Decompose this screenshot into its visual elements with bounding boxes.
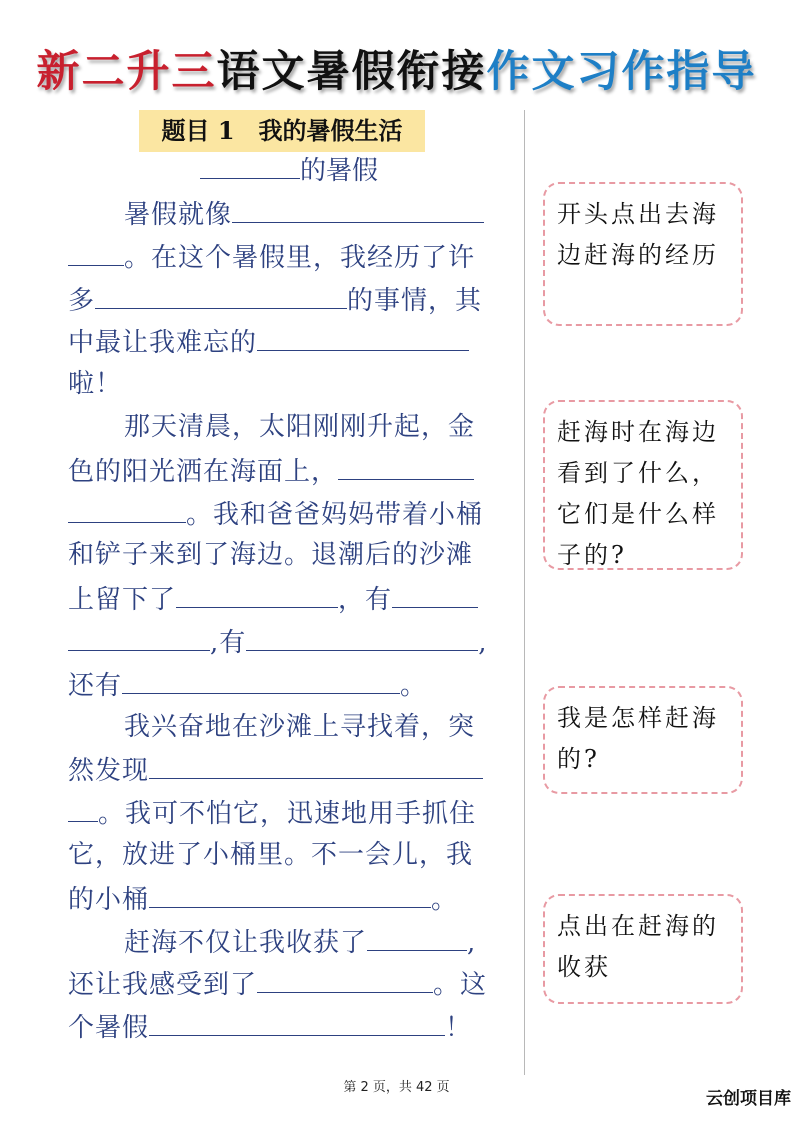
- essay-text: 多: [68, 285, 96, 316]
- essay-line: [68, 235, 508, 278]
- fill-blank[interactable]: [257, 962, 433, 993]
- essay-line: [68, 534, 508, 577]
- essay-line: [68, 363, 508, 406]
- fill-blank[interactable]: [257, 320, 469, 351]
- essay-line: [68, 406, 508, 449]
- essay-line: [68, 449, 508, 492]
- fill-blank[interactable]: [68, 492, 186, 523]
- essay-text: ！: [445, 1013, 473, 1044]
- fill-blank[interactable]: [68, 235, 124, 266]
- title-part-blue: 作文习作指导: [486, 47, 757, 97]
- essay-text: 和铲子来到了海边。退潮后的沙滩: [68, 540, 474, 571]
- page-title: [0, 38, 793, 108]
- topic-label: 题目 1 我的暑假生活: [139, 110, 425, 152]
- essay-text: 。我可不怕它，迅速地用手抓住: [98, 799, 477, 830]
- essay-line: [68, 791, 508, 834]
- fill-blank[interactable]: [246, 620, 478, 651]
- fill-blank[interactable]: [149, 877, 431, 908]
- hint-box-1: 开头点出去海边赶海的经历: [543, 182, 743, 326]
- essay-text: 那天清晨，太阳刚刚升起，金: [124, 411, 476, 442]
- fill-blank[interactable]: [122, 663, 400, 694]
- essay-text: 暑假就像: [124, 200, 233, 230]
- fill-blank[interactable]: [338, 449, 474, 480]
- essay-text: 色的阳光洒在海面上，: [68, 456, 339, 487]
- fill-blank[interactable]: [367, 920, 467, 951]
- essay-body: [68, 192, 508, 1048]
- fill-blank[interactable]: [68, 791, 98, 822]
- essay-text: 中最让我难忘的: [68, 328, 258, 359]
- hint-box-2: 赶海时在海边看到了什么，它们是什么样子的?: [543, 400, 743, 570]
- fill-blank[interactable]: [95, 278, 347, 309]
- essay-text: ,: [478, 627, 488, 658]
- essay-title-suffix: 的暑假: [300, 156, 379, 186]
- essay-line: [68, 577, 508, 620]
- essay-text: 。: [400, 670, 428, 701]
- essay-text: 。我和爸爸妈妈带着小桶: [186, 499, 484, 530]
- essay-line: [68, 620, 508, 663]
- title-part-black: 语文暑假衔接: [216, 47, 487, 97]
- essay-line: [68, 663, 508, 706]
- essay-text: 然发现: [68, 756, 150, 787]
- fill-blank[interactable]: [149, 748, 483, 779]
- essay-text: 还让我感受到了: [68, 970, 258, 1001]
- essay-text: 它，放进了小桶里。不一会儿，我: [68, 839, 474, 870]
- essay-line: [68, 706, 508, 749]
- essay-line: [68, 192, 508, 235]
- essay-text: ,: [467, 927, 477, 958]
- essay-text: 个暑假: [68, 1013, 150, 1044]
- essay-line: [68, 834, 508, 877]
- essay-text: 上留下了: [68, 585, 177, 616]
- essay-text: 还有: [68, 670, 123, 701]
- hint-box-4: 点出在赶海的收获: [543, 894, 743, 1004]
- essay-text: ,有: [210, 627, 247, 658]
- fill-blank[interactable]: [176, 577, 338, 608]
- essay-line: [68, 492, 508, 535]
- essay-line: [68, 920, 508, 963]
- essay-text: 我兴奋地在沙滩上寻找着，突: [124, 711, 476, 742]
- hint-box-3: 我是怎样赶海的?: [543, 686, 743, 794]
- fill-blank[interactable]: [68, 620, 210, 651]
- title-blank[interactable]: [200, 152, 300, 179]
- fill-blank[interactable]: [232, 192, 484, 223]
- page-number: 第 2 页，共 42 页: [343, 1080, 450, 1095]
- essay-text: 赶海不仅让我收获了: [124, 927, 368, 958]
- title-part-red: 新二升三: [36, 47, 217, 97]
- fill-blank[interactable]: [392, 577, 478, 608]
- essay-line: [68, 748, 508, 791]
- brand-watermark: 云创项目库: [706, 1089, 791, 1109]
- essay-line: [68, 877, 508, 920]
- essay-line: [68, 962, 508, 1005]
- essay-line: [68, 1005, 508, 1048]
- essay-text: 的小桶: [68, 884, 150, 915]
- essay-text: 。这: [433, 970, 488, 1001]
- essay-text: ，有: [338, 585, 393, 616]
- essay-line: [68, 278, 508, 321]
- essay-text: 。在这个暑假里，我经历了许: [124, 242, 476, 273]
- fill-blank[interactable]: [149, 1005, 445, 1036]
- column-divider: [524, 110, 525, 1075]
- essay-title: [200, 152, 378, 188]
- essay-text: 。: [431, 884, 459, 915]
- essay-text: 的事情，其: [347, 285, 483, 316]
- essay-text: 啦！: [68, 369, 123, 400]
- essay-line: [68, 320, 508, 363]
